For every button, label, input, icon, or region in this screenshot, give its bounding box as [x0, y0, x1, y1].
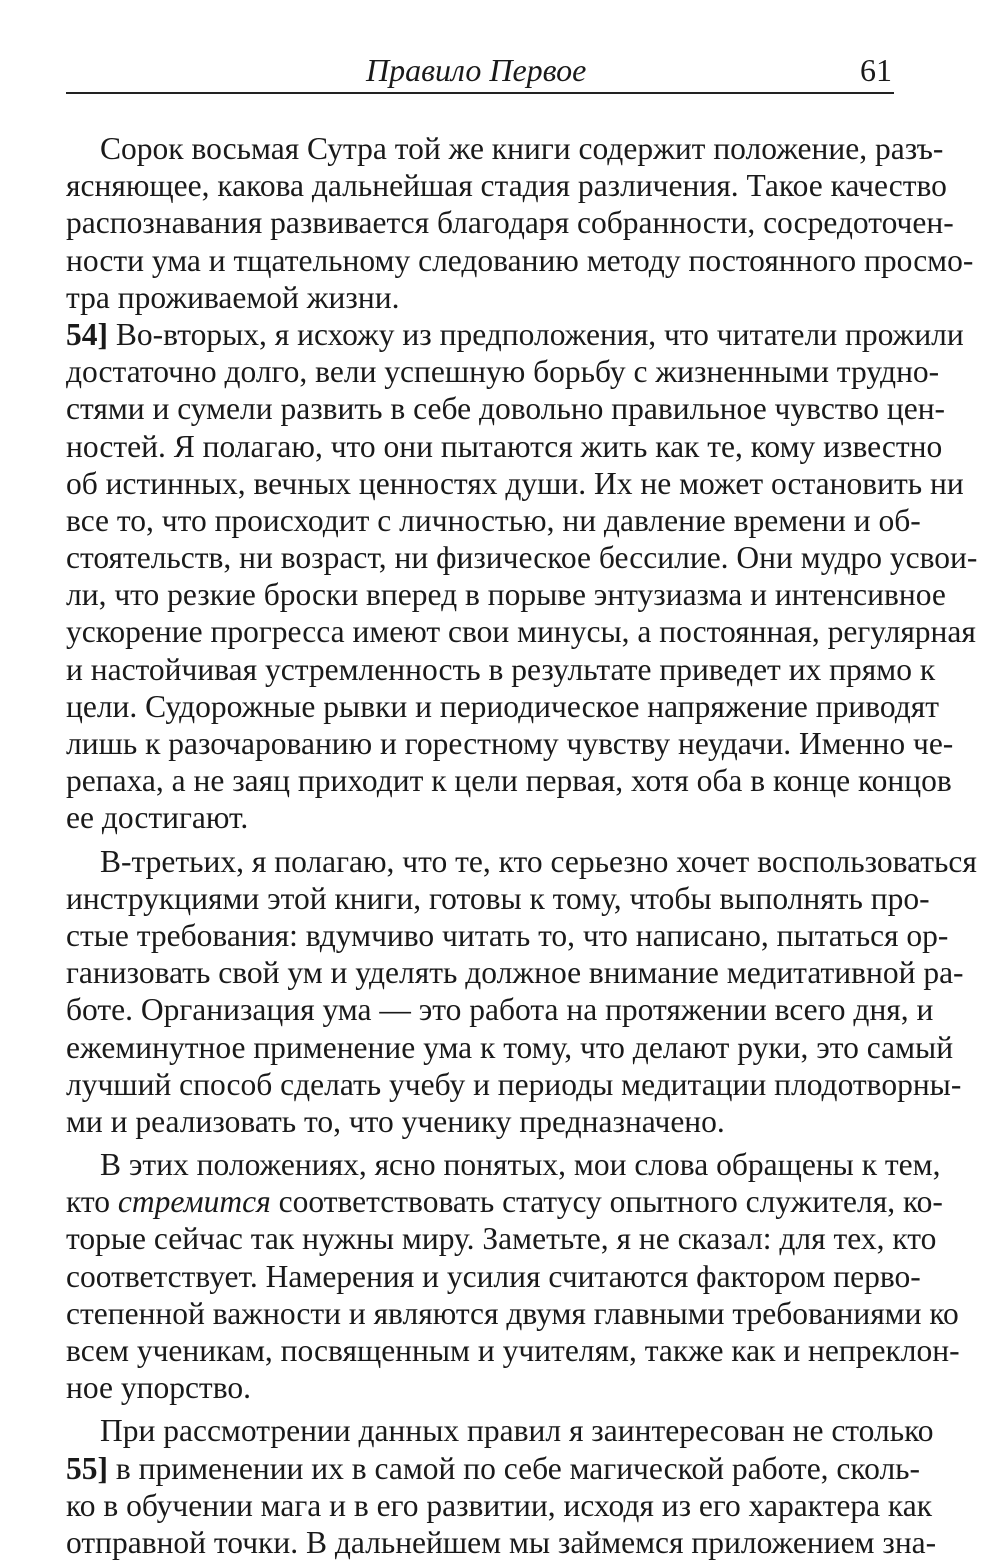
text-line: ее достигают. [66, 800, 249, 836]
paragraph [66, 843, 977, 1141]
text-line: цели. Судорожные рывки и периодическое напряжение приводят [66, 688, 939, 724]
text-line: лишь к разочарованию и горестному чувству неудачи. Именно че- [66, 726, 954, 761]
text-line: репаха, а не заяц приходит к цели первая, хотя оба в конце концов [66, 763, 952, 799]
text-line: ное упорство. [66, 1370, 251, 1406]
paragraph [66, 130, 974, 316]
paragraph [66, 1146, 960, 1406]
text-line: все то, что происходит с личностью, ни давление времени и об- [66, 502, 921, 538]
text-line: стоятельств, ни возраст, ни физическое бессилие. Они мудро усвои- [66, 540, 978, 576]
text-line: отправной точки. В дальнейшем мы займемся приложением зна- [66, 1524, 937, 1560]
text-line: соответствует. Намерения и усилия считаются фактором перво- [66, 1258, 921, 1294]
text-line: лучший способ сделать учебу и периоды медитации плодотворны- [66, 1066, 962, 1102]
text-run: Во-вторых, я исхожу из предположения, что читатели прожили [108, 316, 964, 352]
text-line: ускорение прогресса имеют свои минусы, а постоянная, регулярная [66, 614, 976, 650]
paragraph [66, 316, 978, 837]
text-line: достаточно долго, вели успешную борьбу с жизненными трудно- [66, 354, 940, 390]
text-line: ганизовать свой ум и уделять должное внимание медитативной ра- [66, 955, 964, 991]
text-line [66, 1450, 921, 1487]
text-line [66, 1183, 943, 1220]
text-line: распознавания развивается благодаря собранности, сосредоточен- [66, 205, 954, 241]
body-text [66, 130, 978, 1561]
text-line: стями и сумели развить в себе довольно правильное чувство цен- [66, 391, 946, 427]
paragraph [66, 1412, 937, 1561]
text-line: и настойчивая устремленность в результате приведет их прямо к [66, 651, 936, 687]
running-title: Правило Первое [366, 52, 587, 88]
text-line: ежеминутное применение ума к тому, что делают руки, это самый [66, 1029, 954, 1065]
text-line: ми и реализовать то, что ученику предназначено. [66, 1103, 725, 1139]
text-line: инструкциями этой книги, готовы к тому, чтобы выполнять про- [66, 880, 930, 916]
text-run: соответствовать статусу опытного служителя, ко- [270, 1184, 943, 1220]
text-line: торые сейчас так нужны миру. Заметьте, я не сказал: для тех, кто [66, 1221, 937, 1257]
text-line: При рассмотрении данных правил я заинтересован не столько [100, 1413, 934, 1449]
text-line: ностей. Я полагаю, что они пытаются жить как те, кому известно [66, 428, 943, 464]
text-line: В-третьих, я полагаю, что те, кто серьезно хочет воспользоваться [100, 843, 977, 879]
text-line: об истинных, вечных ценностях души. Их не может остановить ни [66, 465, 964, 501]
text-line: степенной важности и являются двумя главными требованиями ко [66, 1295, 959, 1331]
emphasized-word: стремится [117, 1184, 271, 1220]
text-line: В этих положениях, ясно понятых, мои слова обращены к тем, [100, 1147, 941, 1183]
text-line: ли, что резкие броски вперед в порыве энтузиазма и интенсивное [66, 577, 946, 613]
text-line: ясняющее, какова дальнейшая стадия различения. Такое качество [66, 168, 947, 204]
book-page [66, 46, 978, 1561]
text-line: боте. Организация ума — это работа на протяжении всего дня, и [66, 992, 934, 1028]
text-run: кто [66, 1184, 118, 1220]
running-header [66, 46, 894, 94]
text-line: стые требования: вдумчиво читать то, что написано, пытаться ор- [66, 917, 949, 953]
text-run: в применении их в самой по себе магической работе, сколь- [108, 1450, 921, 1486]
page-marker: 54] [66, 316, 108, 352]
text-line: ности ума и тщательному следованию методу постоянного просмо- [66, 242, 974, 278]
text-line [66, 316, 964, 353]
text-line: всем ученикам, посвященным и учителям, также как и непреклон- [66, 1333, 960, 1368]
page-number: 61 [860, 52, 892, 88]
page-marker: 55] [66, 1450, 108, 1486]
text-line: ко в обучении мага и в его развитии, исходя из его характера как [66, 1487, 933, 1523]
text-line: Сорок восьмая Сутра той же книги содержит положение, разъ- [100, 131, 944, 166]
text-line: тра проживаемой жизни. [66, 279, 400, 315]
